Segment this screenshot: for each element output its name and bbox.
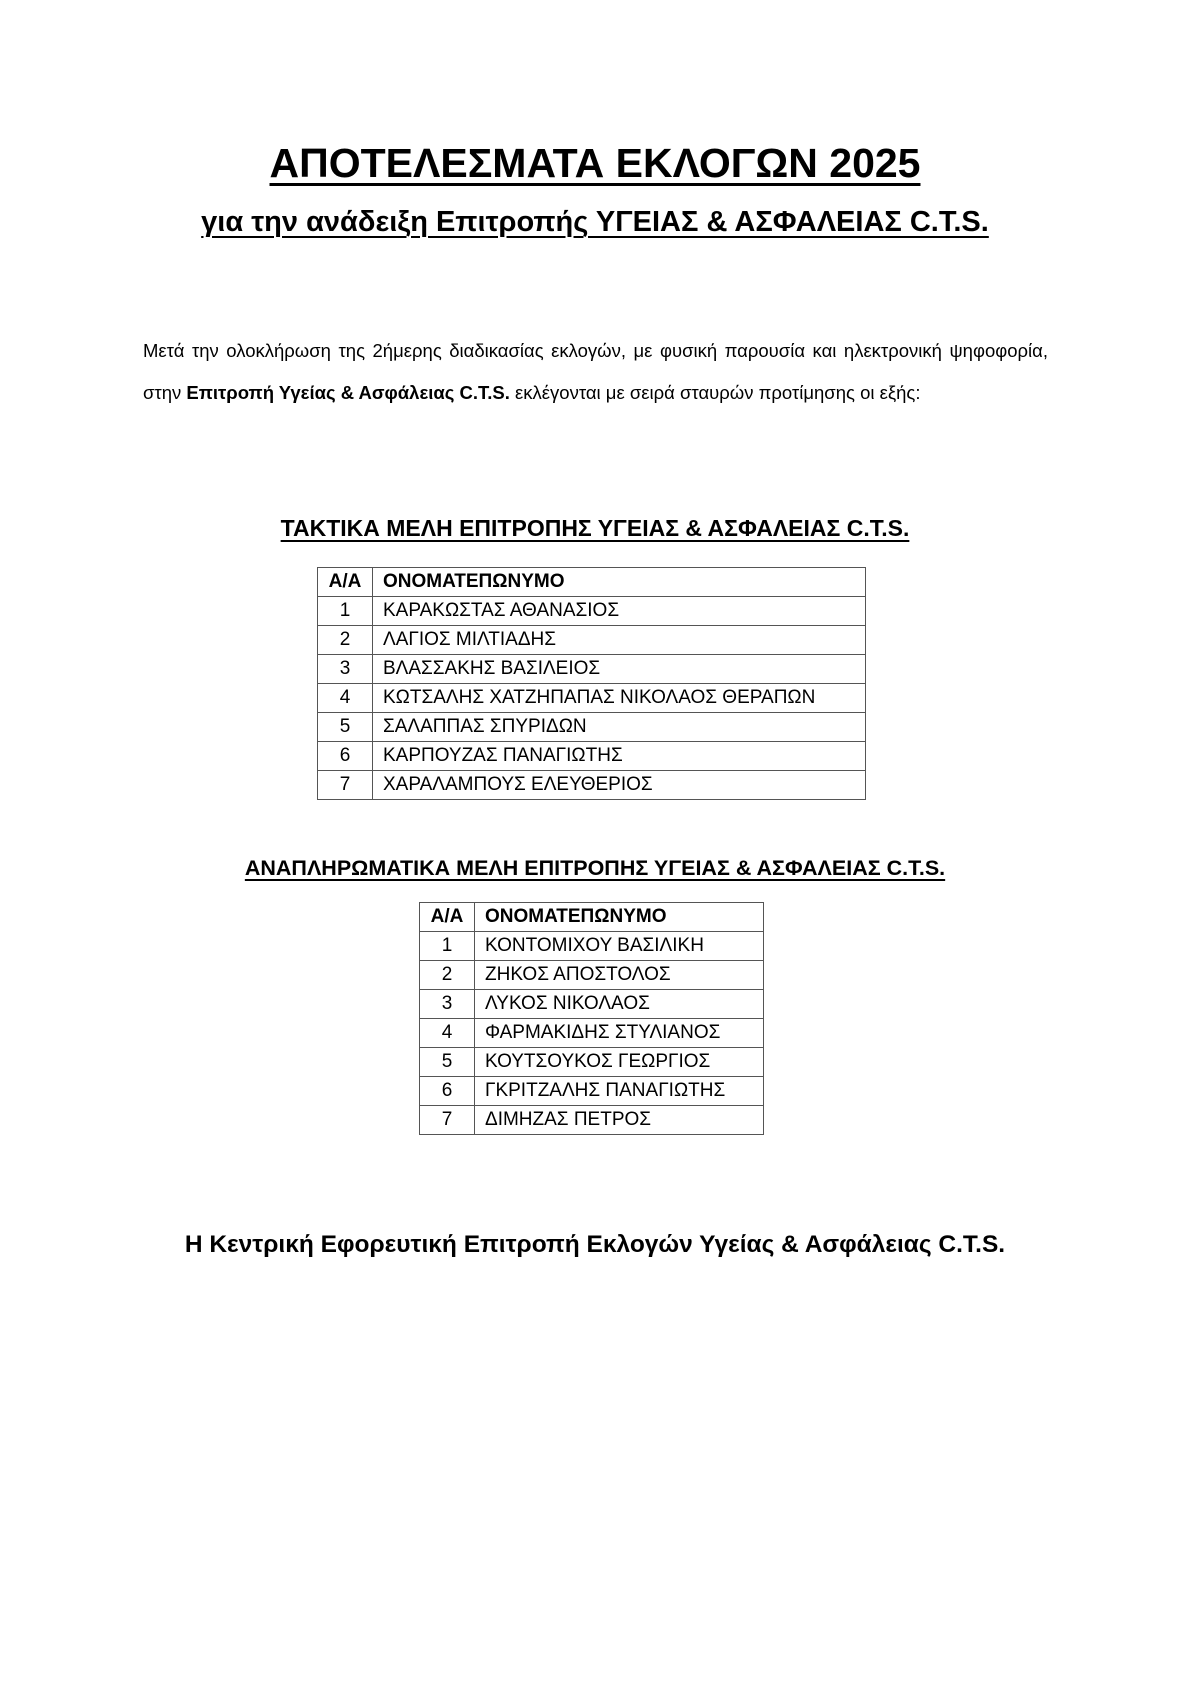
column-header-number: Α/Α [318,568,373,597]
regular-members-table [317,567,866,800]
table-row [318,771,866,800]
member-name: ΦΑΡΜΑΚΙΔΗΣ ΣΤΥΛΙΑΝΟΣ [475,1019,764,1048]
member-name: ΣΑΛΑΠΠΑΣ ΣΠΥΡΙΔΩΝ [373,713,866,742]
row-number: 7 [420,1106,475,1135]
table-header-row [318,568,866,597]
row-number: 2 [420,961,475,990]
table-row [420,961,764,990]
member-name: ΒΛΑΣΣΑΚΗΣ ΒΑΣΙΛΕΙΟΣ [373,655,866,684]
row-number: 1 [318,597,373,626]
row-number: 4 [318,684,373,713]
row-number: 5 [318,713,373,742]
member-name: ΧΑΡΑΛΑΜΠΟΥΣ ΕΛΕΥΘΕΡΙΟΣ [373,771,866,800]
row-number: 1 [420,932,475,961]
member-name: ΓΚΡΙΤΖΑΛΗΣ ΠΑΝΑΓΙΩΤΗΣ [475,1077,764,1106]
member-name: ΚΩΤΣΑΛΗΣ ΧΑΤΖΗΠΑΠΑΣ ΝΙΚΟΛΑΟΣ ΘΕΡΑΠΩΝ [373,684,866,713]
intro-bold-committee: Επιτροπή Υγείας & Ασφάλειας C.T.S. [186,382,510,403]
substitute-members-table [419,902,764,1135]
table-row [420,1106,764,1135]
intro-text-1: Μετά την ολοκλήρωση της 2ήμερης διαδικασίας εκλογών, με φυσική παρουσία και ηλεκτρονική ψηφοφορία, στην [143,340,1048,403]
intro-text-2: εκλέγονται με σειρά σταυρών προτίμησης οι εξής: [509,382,921,403]
member-name: ΚΟΝΤΟΜΙΧΟΥ ΒΑΣΙΛΙΚΗ [475,932,764,961]
table-row [318,742,866,771]
column-header-number: Α/Α [420,903,475,932]
table-row [318,597,866,626]
table-row [420,1019,764,1048]
table-row [318,684,866,713]
table-row [318,655,866,684]
row-number: 3 [318,655,373,684]
table-row [420,1048,764,1077]
column-header-name: ΟΝΟΜΑΤΕΠΩΝΥΜΟ [475,903,764,932]
member-name: ΚΑΡΑΚΩΣΤΑΣ ΑΘΑΝΑΣΙΟΣ [373,597,866,626]
row-number: 6 [318,742,373,771]
row-number: 6 [420,1077,475,1106]
table-row [318,626,866,655]
member-name: ΛΑΓΙΟΣ ΜΙΛΤΙΑΔΗΣ [373,626,866,655]
row-number: 2 [318,626,373,655]
row-number: 5 [420,1048,475,1077]
document-subtitle: για την ανάδειξη Επιτροπής ΥΓΕΙΑΣ & ΑΣΦΑΛΕΙΑΣ C.T.S. [201,206,989,238]
regular-members-heading: ΤΑΚΤΙΚΑ ΜΕΛΗ ΕΠΙΤΡΟΠΗΣ ΥΓΕΙΑΣ & ΑΣΦΑΛΕΙΑΣ C.T.S. [280,515,910,541]
table-row [318,713,866,742]
member-name: ΖΗΚΟΣ ΑΠΟΣΤΟΛΟΣ [475,961,764,990]
substitute-members-body [420,932,764,1135]
row-number: 4 [420,1019,475,1048]
document-title: ΑΠΟΤΕΛΕΣΜΑΤΑ ΕΚΛΟΓΩΝ 2025 [269,140,921,186]
table-row [420,932,764,961]
member-name: ΚΑΡΠΟΥΖΑΣ ΠΑΝΑΓΙΩΤΗΣ [373,742,866,771]
member-name: ΚΟΥΤΣΟΥΚΟΣ ΓΕΩΡΓΙΟΣ [475,1048,764,1077]
substitute-members-heading: ΑΝΑΠΛΗΡΩΜΑΤΙΚΑ ΜΕΛΗ ΕΠΙΤΡΟΠΗΣ ΥΓΕΙΑΣ & ΑΣΦΑΛΕΙΑΣ C.T.S. [244,856,946,880]
table-row [420,1077,764,1106]
member-name: ΛΥΚΟΣ ΝΙΚΟΛΑΟΣ [475,990,764,1019]
intro-paragraph [143,330,1048,414]
column-header-name: ΟΝΟΜΑΤΕΠΩΝΥΜΟ [373,568,866,597]
row-number: 7 [318,771,373,800]
member-name: ΔΙΜΗΖΑΣ ΠΕΤΡΟΣ [475,1106,764,1135]
signature-footer: Η Κεντρική Εφορευτική Επιτροπή Εκλογών Υγείας & Ασφάλειας C.T.S. [184,1231,1006,1258]
regular-members-body [318,597,866,800]
table-header-row [420,903,764,932]
row-number: 3 [420,990,475,1019]
table-row [420,990,764,1019]
